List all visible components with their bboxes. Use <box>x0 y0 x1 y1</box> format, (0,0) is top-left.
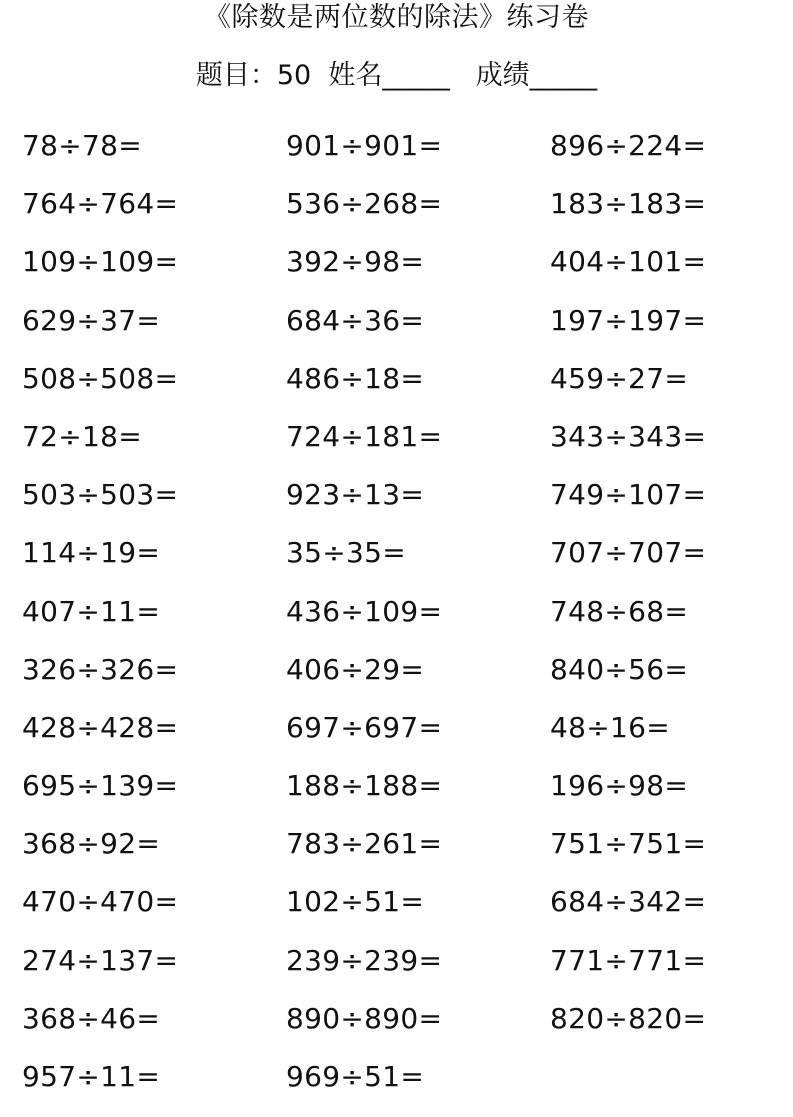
problem-item: 697÷697= <box>286 710 443 744</box>
problem-item: 197÷197= <box>550 303 707 337</box>
problem-item: 78÷78= <box>22 129 142 162</box>
problem-item: 508÷508= <box>22 361 179 395</box>
problem-item: 48÷16= <box>550 710 670 744</box>
problem-item: 707÷707= <box>550 536 707 570</box>
problem-item: 188÷188= <box>286 769 443 803</box>
problem-item: 109÷109= <box>22 245 179 279</box>
problem-item: 724÷181= <box>286 419 443 453</box>
problem-item: 536÷268= <box>286 187 443 221</box>
problem-item: 503÷503= <box>22 478 179 512</box>
problem-item: 35÷35= <box>286 536 406 570</box>
problem-item: 436÷109= <box>286 594 443 628</box>
problem-item: 684÷342= <box>550 885 707 919</box>
problem-item: 368÷46= <box>22 1001 161 1035</box>
problem-item: 890÷890= <box>286 1001 443 1035</box>
problem-item: 239÷239= <box>286 943 443 977</box>
problem-item: 102÷51= <box>286 885 425 919</box>
problem-item: 392÷98= <box>286 245 425 279</box>
problem-item: 783÷261= <box>286 827 443 861</box>
problem-grid <box>22 128 793 1117</box>
problem-item: 326÷326= <box>22 652 179 686</box>
worksheet-title: 《除数是两位数的除法》练习卷 <box>204 2 589 33</box>
problem-item: 923÷13= <box>286 478 425 512</box>
problem-item: 969÷51= <box>286 1060 425 1093</box>
problem-item: 114÷19= <box>22 536 161 570</box>
worksheet-info-line: 题目：50 姓名_____ 成绩_____ <box>195 60 598 91</box>
problem-item: 274÷137= <box>22 943 179 977</box>
problem-item: 896÷224= <box>550 129 707 162</box>
problem-item: 957÷11= <box>22 1060 161 1093</box>
problem-item: 407÷11= <box>22 594 161 628</box>
problem-item: 368÷92= <box>22 827 161 861</box>
problem-item: 428÷428= <box>22 710 179 744</box>
problem-item: 404÷101= <box>550 245 707 279</box>
problem-item: 751÷751= <box>550 827 707 861</box>
problem-item: 343÷343= <box>550 419 707 453</box>
problem-item: 764÷764= <box>22 187 179 221</box>
problem-item: 695÷139= <box>22 769 179 803</box>
problem-item: 820÷820= <box>550 1001 707 1035</box>
problem-item: 183÷183= <box>550 187 707 221</box>
problem-item: 459÷27= <box>550 361 689 395</box>
problem-item: 72÷18= <box>22 419 142 453</box>
problem-item: 629÷37= <box>22 303 161 337</box>
problem-item: 748÷68= <box>550 594 689 628</box>
problem-item: 749÷107= <box>550 478 707 512</box>
problem-item: 470÷470= <box>22 885 179 919</box>
problem-item: 684÷36= <box>286 303 425 337</box>
problem-item: 486÷18= <box>286 361 425 395</box>
problem-item: 901÷901= <box>286 129 443 162</box>
problem-item: 196÷98= <box>550 769 689 803</box>
problem-item: 406÷29= <box>286 652 425 686</box>
problem-item: 840÷56= <box>550 652 689 686</box>
problem-item: 771÷771= <box>550 943 707 977</box>
